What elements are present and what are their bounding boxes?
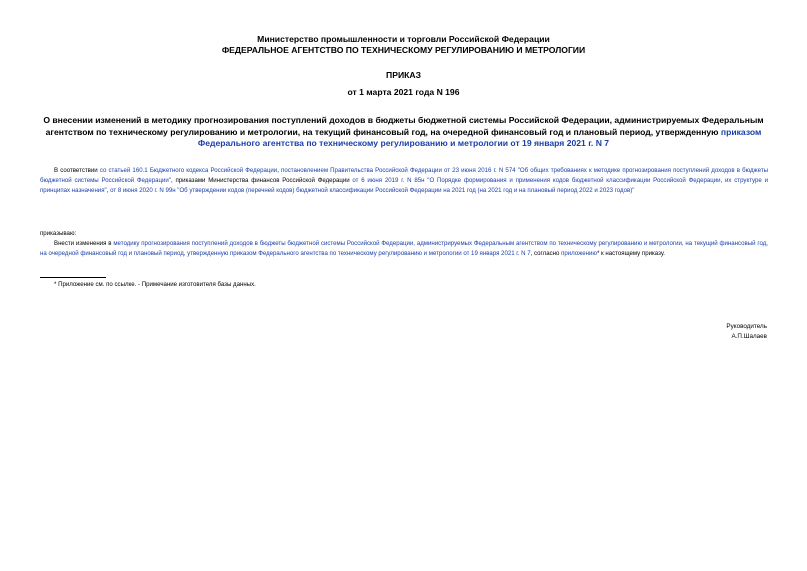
footnote-divider — [40, 277, 106, 278]
document-title — [40, 115, 767, 150]
order-text-1: Внести изменения в — [54, 240, 114, 247]
ministry-name: Министерство промышленности и торговли Российской Федерации — [257, 34, 550, 44]
signatory-name: А.П.Шалаев — [731, 333, 767, 340]
signatory-title: Руководитель — [726, 323, 767, 330]
methodology-link[interactable]: методику прогнозирования поступлений доходов в бюджеты бюджетной системы Российской Федерации, администрируемых Федеральным агентством по техническому регулированию и метрологии, на текущий финансовый год, на очередной финансовый год и плановый период, утвержденную приказом Федерального агентства по техническому регулированию и метрологии от 19 января 2021 г. N 7 — [40, 240, 768, 257]
orders-word: приказываю: — [40, 230, 77, 237]
document-date: от 1 марта 2021 года N 196 — [347, 87, 460, 97]
basis-text-3: , приказами Министерства финансов Российской Федерации — [170, 176, 353, 184]
basis-text-2: , — [277, 167, 282, 174]
appendix-link[interactable]: приложению — [561, 249, 597, 257]
basis-paragraph — [40, 166, 768, 195]
order-text-3: * к настоящему приказу. — [596, 249, 665, 257]
government-resolution-link[interactable]: постановлением Правительства Российской Федерации от 23 июня 2016 г. N 574 "Об общих требованиях к методике прогнозирования поступлений доходов в бюджеты бюджетной системы Российской Федерации" — [40, 167, 768, 184]
basis-text-4: , — [106, 186, 111, 194]
title-text: О внесении изменений в методику прогнозирования поступлений доходов в бюджеты бюджетной системы Российской Федерации, администрируемых Федеральным агентством по техническому регулированию и метрологии, на текущий финансовый год, на очередной финансовый год и плановый период, утвержденную — [43, 115, 764, 137]
agency-name: ФЕДЕРАЛЬНОЕ АГЕНТСТВО ПО ТЕХНИЧЕСКОМУ РЕГУЛИРОВАНИЮ И МЕТРОЛОГИИ — [221, 45, 586, 55]
footnote: * Приложение см. по ссылке. - Примечание изготовителя базы данных. — [54, 281, 256, 288]
basis-text-1: В соответствии — [54, 167, 100, 174]
title-order-link[interactable]: приказом Федерального агентства по техническому регулированию и метрологии от 19 января 2021 г. N 7 — [197, 126, 762, 148]
order-paragraph — [40, 239, 768, 259]
document-type: ПРИКАЗ — [386, 70, 421, 80]
order-text-2: , согласно — [530, 249, 562, 257]
budget-code-article-link[interactable]: со статьей 160.1 Бюджетного кодекса Российской Федерации — [99, 167, 278, 174]
minfin-order-85n-link[interactable]: от 6 июня 2019 г. N 85н "О Порядке формирования и применения кодов бюджетной классификации Российской Федерации, их структуре и принципах назначения" — [40, 176, 768, 194]
minfin-order-99n-link[interactable]: от 8 июня 2020 г. N 99н "Об утверждении кодов (перечней кодов) бюджетной классификации Российской Федерации на 2021 год (на 2021 год и на плановый период 2022 и 2023 годов)" — [110, 186, 635, 194]
